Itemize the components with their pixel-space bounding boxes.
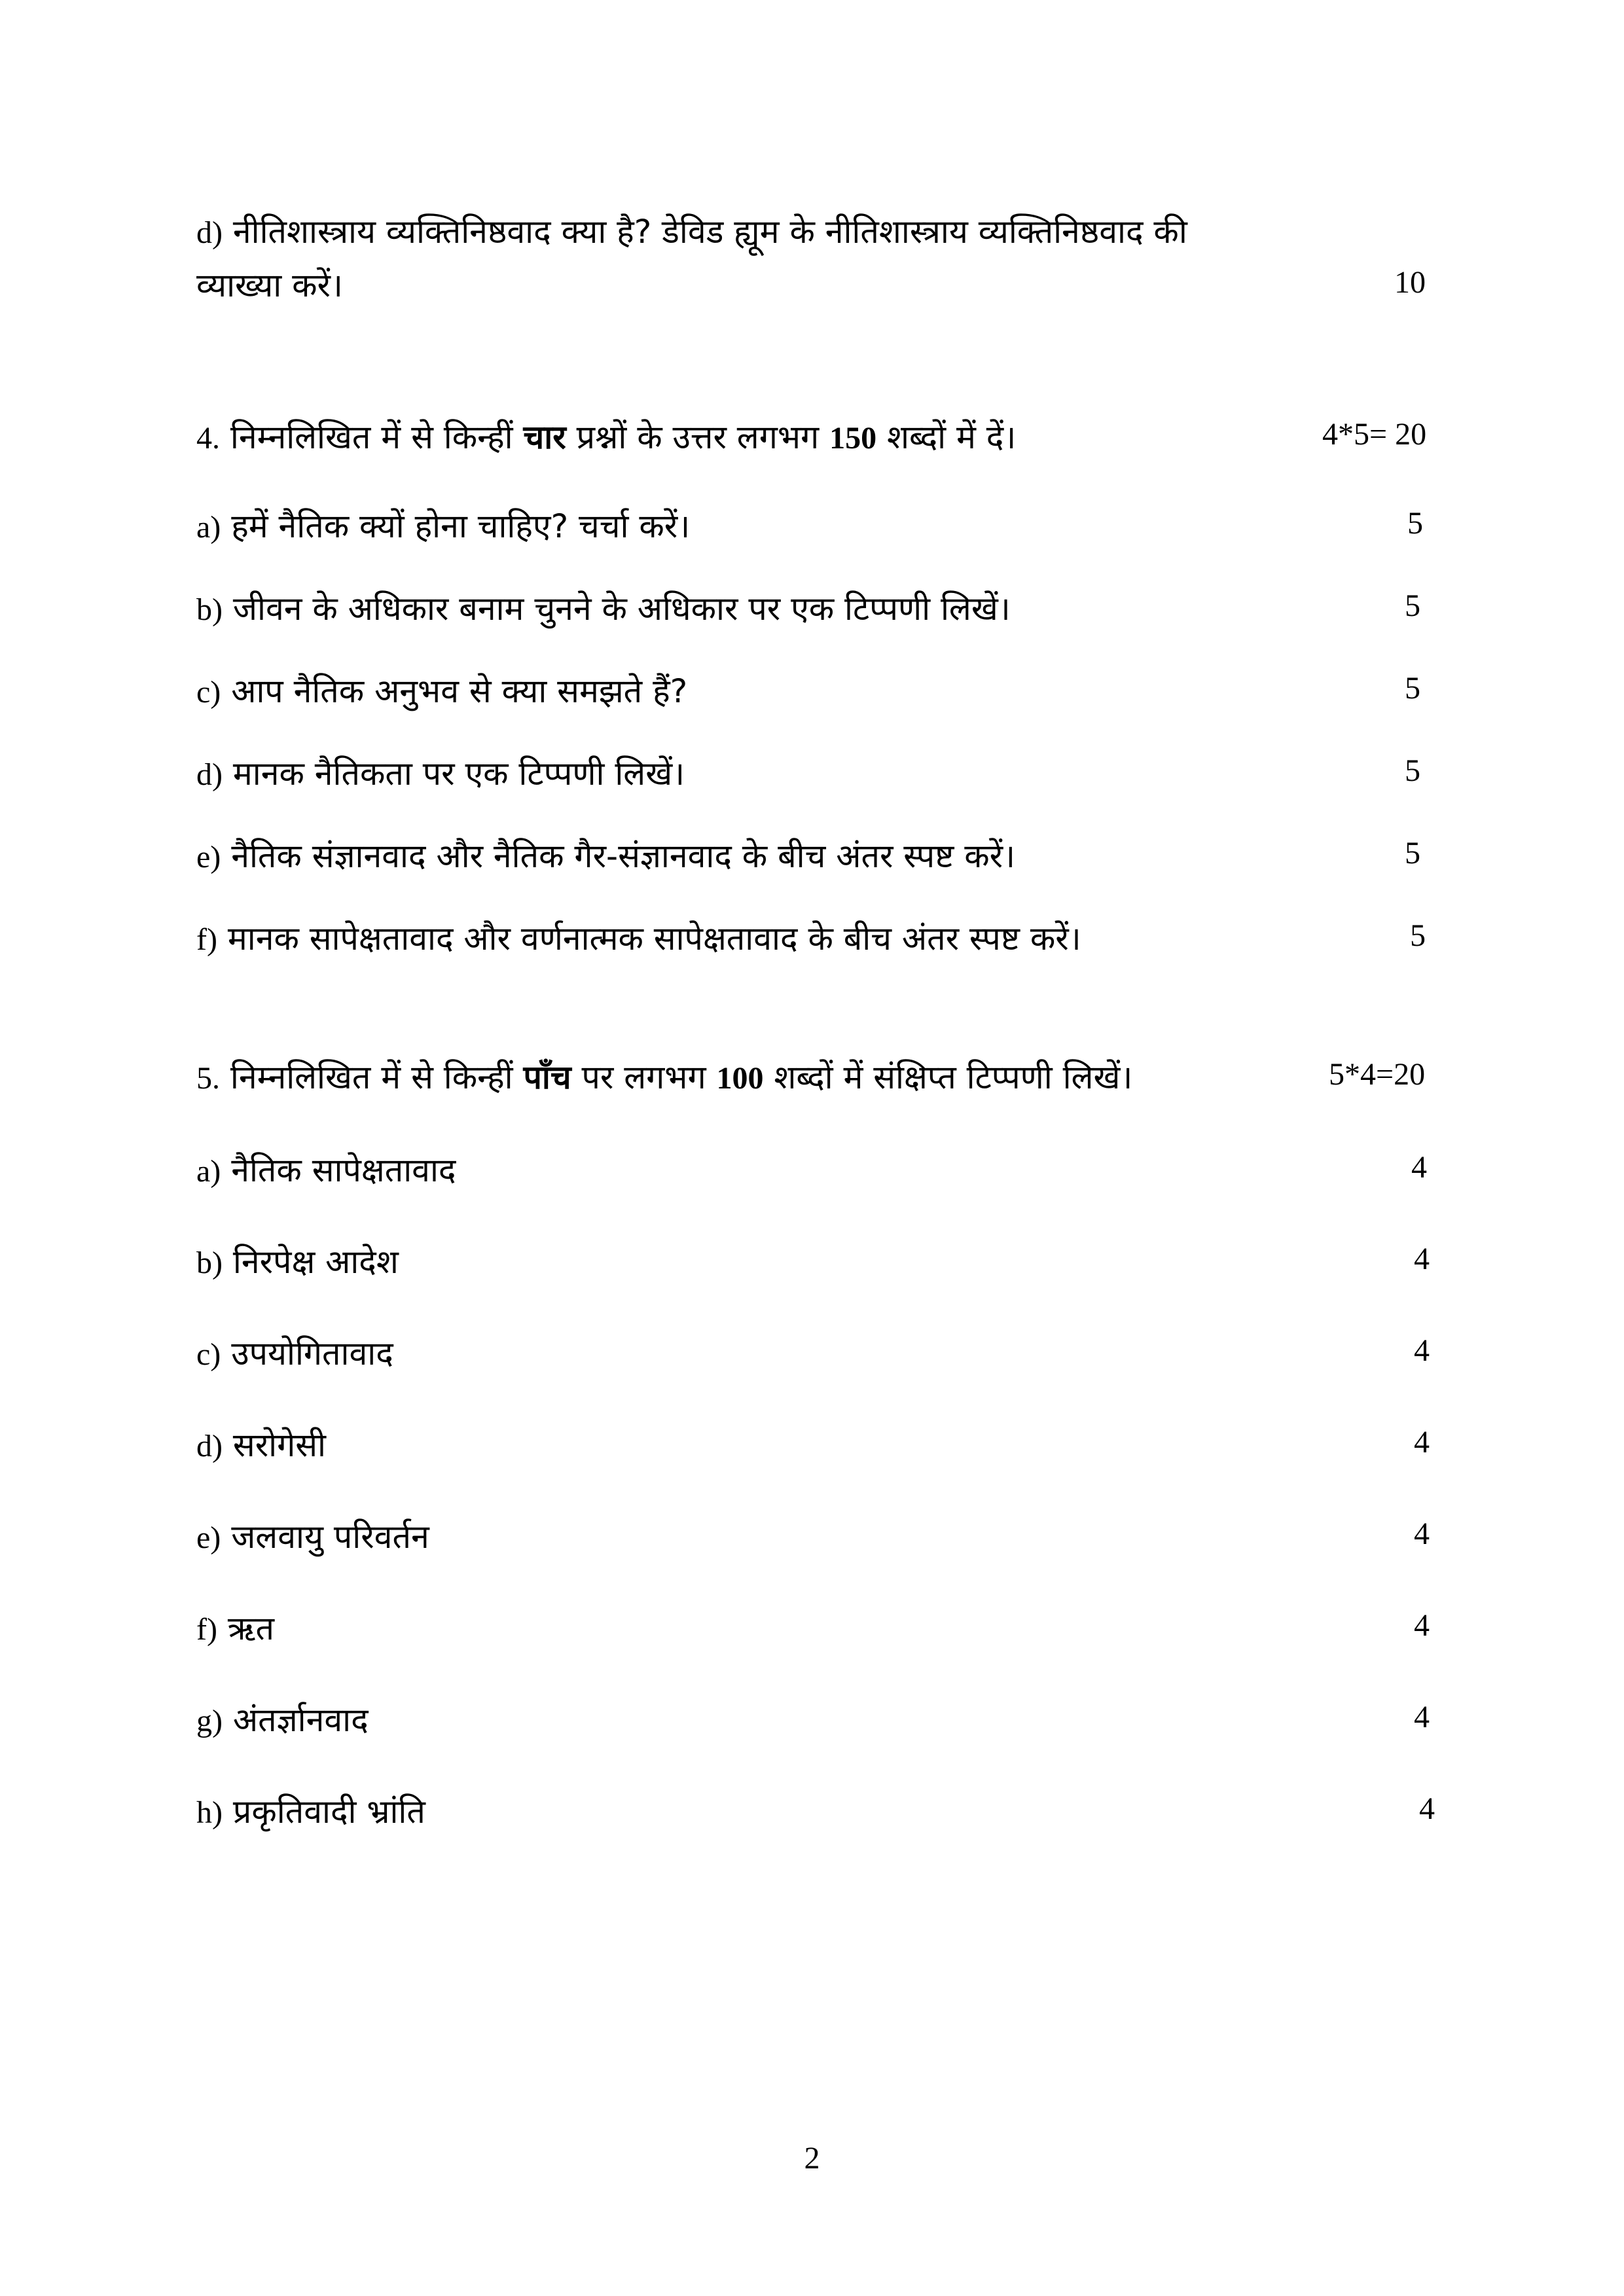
q5-heading: [196, 1054, 1132, 1098]
page-number: 2: [804, 2141, 820, 2176]
q4-text-before: निम्नलिखित में से किन्हीं: [230, 418, 513, 456]
item-label: f): [196, 922, 217, 957]
item-text: ऋत: [227, 1609, 275, 1647]
q3d-line1: [196, 208, 1187, 253]
q5-item-c-marks: 4: [1414, 1333, 1430, 1368]
q5-item-h-marks: 4: [1419, 1791, 1435, 1826]
q5-marks: 5*4=20: [1329, 1057, 1426, 1092]
q5-item-a: [196, 1147, 456, 1191]
item-text: सरोगेसी: [232, 1426, 326, 1464]
q4-item-a: [196, 503, 690, 547]
item-label: d): [196, 1429, 223, 1463]
item-label: c): [196, 1337, 221, 1372]
item-text: जीवन के अधिकार बनाम चुनने के अधिकार पर एक टिप्पणी लिखें।: [232, 590, 1011, 628]
q5-item-d: [196, 1422, 326, 1466]
item-text: उपयोगितावाद: [231, 1335, 393, 1372]
q5-item-b-marks: 4: [1414, 1242, 1430, 1276]
q4-text-after: शब्दों में दें।: [886, 418, 1017, 456]
q4-item-d: [196, 750, 685, 795]
q3d-line2: [196, 262, 343, 306]
item-label: b): [196, 1246, 223, 1280]
q4-item-d-marks: 5: [1405, 753, 1420, 788]
item-text: नैतिक संज्ञानवाद और नैतिक गैर-संज्ञानवाद के बीच अंतर स्पष्ट करें।: [231, 837, 1016, 875]
item-label: b): [196, 592, 223, 627]
q5-bold-number: 100: [716, 1061, 764, 1096]
q4-item-b: [196, 585, 1011, 630]
item-label: g): [196, 1704, 223, 1738]
item-text: मानक सापेक्षतावाद और वर्णनात्मक सापेक्षतावाद के बीच अंतर स्पष्ट करें।: [227, 920, 1081, 958]
q5-item-c: [196, 1330, 393, 1374]
q4-heading: [196, 414, 1016, 458]
item-label: e): [196, 840, 221, 874]
q5-item-f-marks: 4: [1414, 1608, 1430, 1643]
q4-number: 4.: [196, 421, 220, 456]
q5-item-g: [196, 1696, 369, 1741]
item-text: जलवायु परिवर्तन: [231, 1518, 429, 1556]
q4-item-f-marks: 5: [1410, 918, 1426, 953]
q5-item-f: [196, 1605, 274, 1649]
q4-item-f: [196, 915, 1081, 960]
item-label: a): [196, 510, 221, 545]
item-text: प्रकृतिवादी भ्रांति: [232, 1793, 425, 1831]
q4-marks: 4*5= 20: [1322, 417, 1427, 452]
q4-item-a-marks: 5: [1407, 506, 1423, 541]
q5-text-before: निम्नलिखित में से किन्हीं: [230, 1058, 513, 1096]
q4-item-c: [196, 668, 687, 712]
item-label: d): [196, 757, 223, 792]
q5-bold-word: पाँच: [523, 1058, 571, 1096]
q4-item-e: [196, 833, 1015, 877]
q4-bold-number: 150: [829, 421, 877, 456]
q3d-label: d): [196, 215, 223, 250]
q5-number: 5.: [196, 1061, 220, 1096]
item-text: निरपेक्ष आदेश: [232, 1243, 399, 1281]
item-text: अंतर्ज्ञानवाद: [232, 1701, 369, 1739]
q3d-text-line2: व्याख्या करें।: [196, 266, 343, 304]
item-text: हमें नैतिक क्यों होना चाहिए? चर्चा करें।: [231, 507, 691, 545]
item-text: नैतिक सापेक्षतावाद: [231, 1151, 456, 1189]
q4-item-b-marks: 5: [1405, 588, 1420, 623]
q3d-marks: 10: [1394, 265, 1426, 300]
q5-item-e-marks: 4: [1414, 1516, 1430, 1551]
item-text: मानक नैतिकता पर एक टिप्पणी लिखें।: [232, 755, 685, 793]
q5-text-after: शब्दों में संक्षिप्त टिप्पणी लिखें।: [774, 1058, 1133, 1096]
item-label: c): [196, 675, 221, 709]
item-label: h): [196, 1795, 223, 1830]
q4-item-c-marks: 5: [1405, 671, 1420, 706]
q5-item-d-marks: 4: [1414, 1425, 1430, 1460]
item-label: a): [196, 1154, 221, 1189]
item-text: आप नैतिक अनुभव से क्या समझते हैं?: [231, 672, 688, 710]
q5-item-g-marks: 4: [1414, 1700, 1430, 1734]
item-label: e): [196, 1520, 221, 1555]
q4-bold-word: चार: [523, 418, 566, 456]
q3d-text-line1: नीतिशास्त्राय व्यक्तिनिष्ठवाद क्या है? डेविड ह्यूम के नीतिशास्त्राय व्यक्तिनिष्ठवाद की: [232, 213, 1187, 251]
item-label: f): [196, 1612, 217, 1647]
q4-item-e-marks: 5: [1405, 836, 1420, 870]
q5-item-a-marks: 4: [1411, 1150, 1427, 1185]
q5-item-e: [196, 1513, 429, 1558]
q4-text-mid: प्रश्नों के उत्तर लगभग: [576, 418, 820, 456]
q5-text-mid: पर लगभग: [581, 1058, 706, 1096]
q5-item-h: [196, 1788, 425, 1833]
q5-item-b: [196, 1238, 399, 1283]
